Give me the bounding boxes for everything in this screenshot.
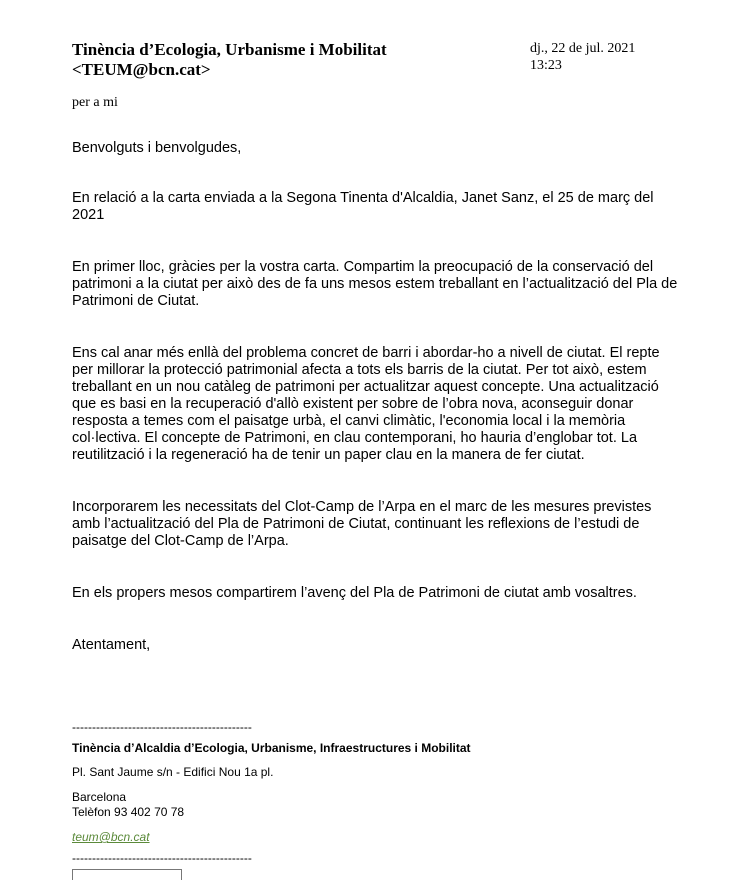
signature bbox=[72, 720, 692, 866]
signature-separator-bottom: --------------------------------------------- bbox=[72, 851, 252, 865]
signature-phone: Telèfon 93 402 70 78 bbox=[72, 805, 185, 819]
sender-name: Tinència d’Ecologia, Urbanisme i Mobilitat bbox=[72, 40, 387, 59]
attachment-box bbox=[72, 869, 182, 880]
message-body bbox=[72, 140, 682, 654]
signature-separator-top: --------------------------------------------- bbox=[72, 720, 252, 734]
sender bbox=[72, 40, 492, 80]
time-text: 13:23 bbox=[530, 58, 562, 73]
paragraph-2: En primer lloc, gràcies per la vostra carta. Compartim la preocupació de la conservació del patrimoni a la ciutat per això des de fa uns mesos estem treballant en l’actualització del Pla de Patrimoni de Ciutat. bbox=[72, 259, 678, 309]
signature-address: Pl. Sant Jaume s/n - Edifici Nou 1a pl. bbox=[72, 765, 274, 779]
signature-organization: Tinència d’Alcaldia d’Ecologia, Urbanisme, Infraestructures i Mobilitat bbox=[72, 741, 471, 755]
date-text: dj., 22 de jul. 2021 bbox=[530, 41, 636, 56]
signature-email-link[interactable]: teum@bcn.cat bbox=[72, 830, 150, 844]
paragraph-5: En els propers mesos compartirem l’avenç del Pla de Patrimoni de ciutat amb vosaltres. bbox=[72, 585, 637, 601]
recipient: per a mi bbox=[72, 95, 118, 110]
signature-city: Barcelona bbox=[72, 790, 127, 804]
closing: Atentament, bbox=[72, 637, 151, 653]
paragraph-3: Ens cal anar més enllà del problema concret de barri i abordar-ho a nivell de ciutat. El repte per millorar la protecció patrimonial afecta a tots els barris de la ciutat. Per tot això, estem treballant en un nou catàleg de patrimoni per actualitzar aquest concepte. Una actualització que es basi en la recuperació d'allò existent per sobre de l’obra nova, aconseguir donar resposta a temes com el paisatge urbà, el canvi climàtic, l'economia local i la memòria col·lectiva. El concepte de Patrimoni, en clau contemporani, ho hauria d’englobar tot. La reutilització i la regeneració ha de tenir un paper clau en la manera de fer ciutat. bbox=[72, 345, 660, 463]
paragraph-4: Incorporarem les necessitats del Clot-Camp de l’Arpa en el marc de les mesures previstes amb l’actualització del Pla de Patrimoni de Ciutat, continuant les reflexions de l’estudi de paisatge del Clot-Camp de l’Arpa. bbox=[72, 499, 652, 549]
message-date bbox=[530, 40, 730, 74]
paragraph-1: En relació a la carta enviada a la Segona Tinenta d'Alcaldia, Janet Sanz, el 25 de març del 2021 bbox=[72, 190, 654, 223]
greeting: Benvolguts i benvolgudes, bbox=[72, 140, 242, 156]
sender-email: <TEUM@bcn.cat> bbox=[72, 60, 211, 79]
